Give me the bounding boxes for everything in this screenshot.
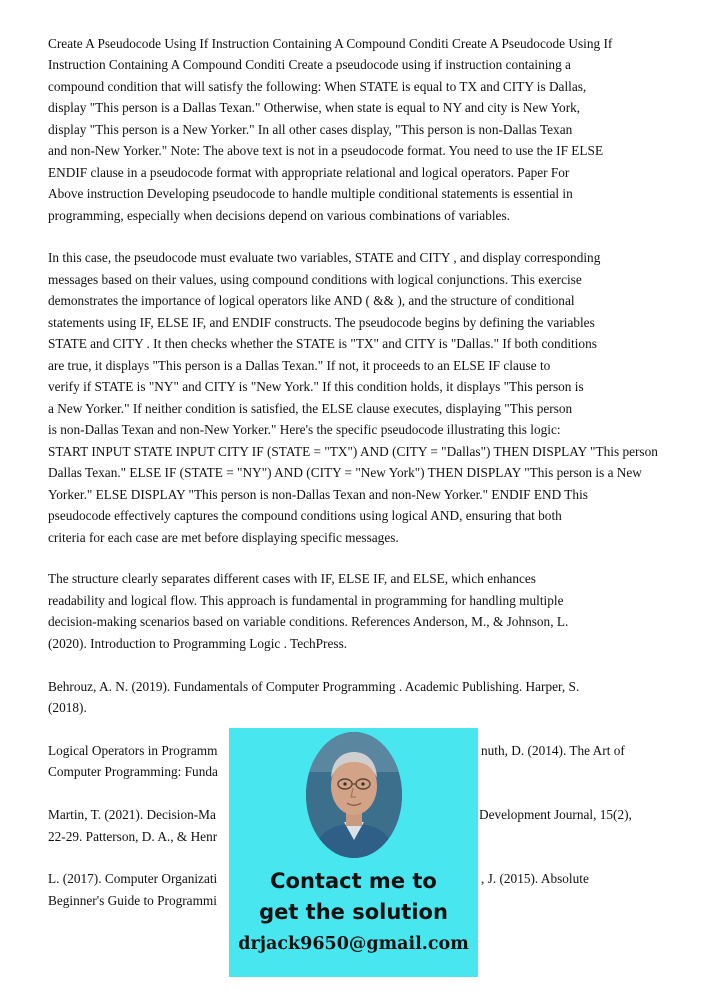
body-text-line: In this case, the pseudocode must evaluate two variables, STATE and CITY , and display corresponding	[48, 250, 601, 265]
body-text-line: Yorker." ELSE DISPLAY "This person is non-Dallas Texan and non-New Yorker." ENDIF END This	[48, 487, 588, 502]
body-text-line: STATE and CITY . It then checks whether the STATE is "TX" and CITY is "Dallas." If both conditions	[48, 336, 597, 351]
body-text-line: compound condition that will satisfy the following: When STATE is equal to TX and CITY is Dallas,	[48, 79, 587, 94]
body-text-line: readability and logical flow. This approach is fundamental in programming for handling multiple	[48, 593, 564, 608]
contact-heading: Contact me to	[270, 869, 437, 893]
body-text-line: is non-Dallas Texan and non-New Yorker." Here's the specific pseudocode illustrating this logic:	[48, 422, 561, 437]
body-text-line: Instruction Containing A Compound Conditi Create a pseudocode using if instruction containing a	[48, 57, 571, 72]
body-text-line: START INPUT STATE INPUT CITY IF (STATE = "TX") AND (CITY = "Dallas") THEN DISPLAY "This person	[48, 444, 658, 459]
reference-line: L. (2017). Computer Organizati	[48, 871, 218, 886]
body-text-line: programming, especially when decisions depend on various combinations of variables.	[48, 208, 510, 223]
reference-line: Beginner's Guide to Programmi	[48, 893, 217, 908]
body-text-line: are true, it displays "This person is a Dallas Texan." If not, it proceeds to an ELSE IF clause to	[48, 358, 551, 373]
reference-line: , J. (2015). Absolute	[481, 871, 589, 886]
contact-email-link[interactable]: drjack9650@gmail.com	[238, 934, 469, 954]
body-text-line: a New Yorker." If neither condition is satisfied, the ELSE clause executes, displaying "This person	[48, 401, 573, 416]
body-text-line: verify if STATE is "NY" and CITY is "New York." If this condition holds, it displays "This person is	[48, 379, 584, 394]
reference-line: Martin, T. (2021). Decision-Ma	[48, 807, 216, 822]
reference-line: (2018).	[48, 700, 87, 715]
body-text-line: (2020). Introduction to Programming Logic . TechPress.	[48, 636, 348, 651]
reference-line: Behrouz, A. N. (2019). Fundamentals of Computer Programming . Academic Publishing. Harper, S.	[48, 679, 580, 694]
body-text-line: criteria for each case are met before displaying specific messages.	[48, 530, 399, 545]
contact-subheading: get the solution	[259, 900, 448, 924]
body-text-line: demonstrates the importance of logical operators like AND ( && ), and the structure of conditional	[48, 293, 575, 308]
contact-promo-banner[interactable]	[229, 728, 478, 977]
body-text-line: and non-New Yorker." Note: The above text is not in a pseudocode format. You need to use the IF ELSE	[48, 143, 604, 158]
reference-line: nuth, D. (2014). The Art of	[481, 743, 625, 758]
body-text-line: Above instruction Developing pseudocode to handle multiple conditional statements is essential in	[48, 186, 573, 201]
body-text-line: ENDIF clause in a pseudocode format with appropriate relational and logical operators. Paper For	[48, 165, 570, 180]
reference-line: Development Journal, 15(2),	[479, 807, 632, 822]
author-portrait	[306, 732, 402, 858]
body-text-line: display "This person is a Dallas Texan." Otherwise, when state is equal to NY and city is New York,	[48, 100, 581, 115]
reference-line: 22-29. Patterson, D. A., & Henr	[48, 829, 218, 844]
body-text-line: messages based on their values, using compound conditions with logical conjunctions. This exercise	[48, 272, 582, 287]
body-text-line: pseudocode effectively captures the compound conditions using logical AND, ensuring that both	[48, 508, 562, 523]
body-text-line: statements using IF, ELSE IF, and ENDIF constructs. The pseudocode begins by defining the variables	[48, 315, 595, 330]
body-text-line: decision-making scenarios based on variable conditions. References Anderson, M., & Johnson, L.	[48, 614, 569, 629]
reference-line: Computer Programming: Funda	[48, 764, 218, 779]
body-text-line: display "This person is a New Yorker." In all other cases display, "This person is non-Dallas Texan	[48, 122, 573, 137]
body-text-line: Create A Pseudocode Using If Instruction Containing A Compound Conditi Create A Pseudocode Using If	[48, 36, 613, 51]
body-text-line: The structure clearly separates different cases with IF, ELSE IF, and ELSE, which enhances	[48, 571, 536, 586]
body-text-line: Dallas Texan." ELSE IF (STATE = "NY") AND (CITY = "New York") THEN DISPLAY "This person is a New	[48, 465, 642, 480]
reference-line: Logical Operators in Programm	[48, 743, 218, 758]
